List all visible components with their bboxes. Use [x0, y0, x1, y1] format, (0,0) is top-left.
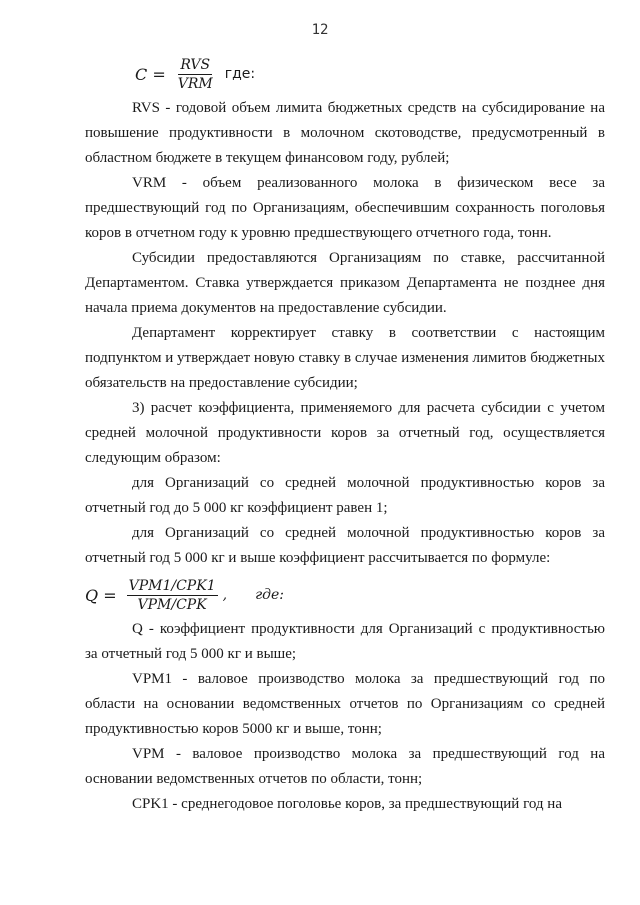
paragraph-below-5000: для Организаций со средней молочной продуктивностью коров за отчетный год до 5 000 кг коэффициент равен 1; [85, 475, 605, 516]
paragraph-above-5000: для Организаций со средней молочной продуктивностью коров за отчетный год 5 000 кг и выше коэффициент рассчитывается по формуле: [85, 525, 605, 566]
document-body [85, 52, 605, 817]
formula-q-comma: , [222, 587, 228, 603]
formula-c [135, 52, 605, 96]
page-number: 12 [311, 22, 329, 38]
formula-q-fraction [127, 578, 218, 613]
formula-q-where: где: [255, 587, 285, 603]
formula-c-denominator: VRM [177, 75, 213, 92]
paragraph-vpm1-definition: VPM1 - валовое производство молока за предшествующий год по области на основании ведомственных отчетов по Организациям со средней продуктивностью коров 5000 кг и выше, тонн; [85, 671, 605, 737]
formula-c-lhs: C = [135, 64, 166, 84]
paragraph-department: Департамент корректирует ставку в соответствии с настоящим подпунктом и утверждает новую ставку в случае изменения лимитов бюджетных обязательств на предоставление субсидии; [85, 325, 605, 391]
formula-q-denominator: VPM/CPK [137, 596, 207, 613]
paragraph-q-definition: Q - коэффициент продуктивности для Организаций с продуктивностью за отчетный год 5 000 кг и выше; [85, 621, 605, 662]
paragraph-subsidies: Субсидии предоставляются Организациям по ставке, рассчитанной Департаментом. Ставка утверждается приказом Департамента не позднее дня начала приема документов на предоставление субсидии. [85, 250, 605, 316]
formula-q [85, 573, 605, 617]
paragraph-vrm-definition: VRM - объем реализованного молока в физическом весе за предшествующий год по Организациям, обеспечившим сохранность поголовья коров в отчетном году к уровню предшествующего отчетного года, тонн. [85, 175, 605, 241]
paragraph-item-3: 3) расчет коэффициента, применяемого для расчета субсидии с учетом средней молочной продуктивности коров за отчетный год, осуществляется следующим образом: [85, 400, 605, 466]
formula-q-numerator: VPM1/CPK1 [128, 577, 216, 594]
paragraph-cpk1-definition: CPK1 - среднегодовое поголовье коров, за предшествующий год на [132, 796, 562, 812]
paragraph-rvs-definition: RVS - годовой объем лимита бюджетных средств на субсидирование на повышение продуктивности в молочном скотоводстве, предусмотренный в областном бюджете в текущем финансовом году, рублей; [85, 100, 605, 166]
paragraph-vpm-definition: VPM - валовое производство молока за предшествующий год на основании ведомственных отчетов по области, тонн; [85, 746, 605, 787]
formula-c-where: где: [224, 66, 256, 82]
formula-q-lhs: Q = [85, 585, 117, 605]
formula-c-numerator: RVS [180, 56, 211, 73]
formula-c-fraction [176, 57, 215, 92]
